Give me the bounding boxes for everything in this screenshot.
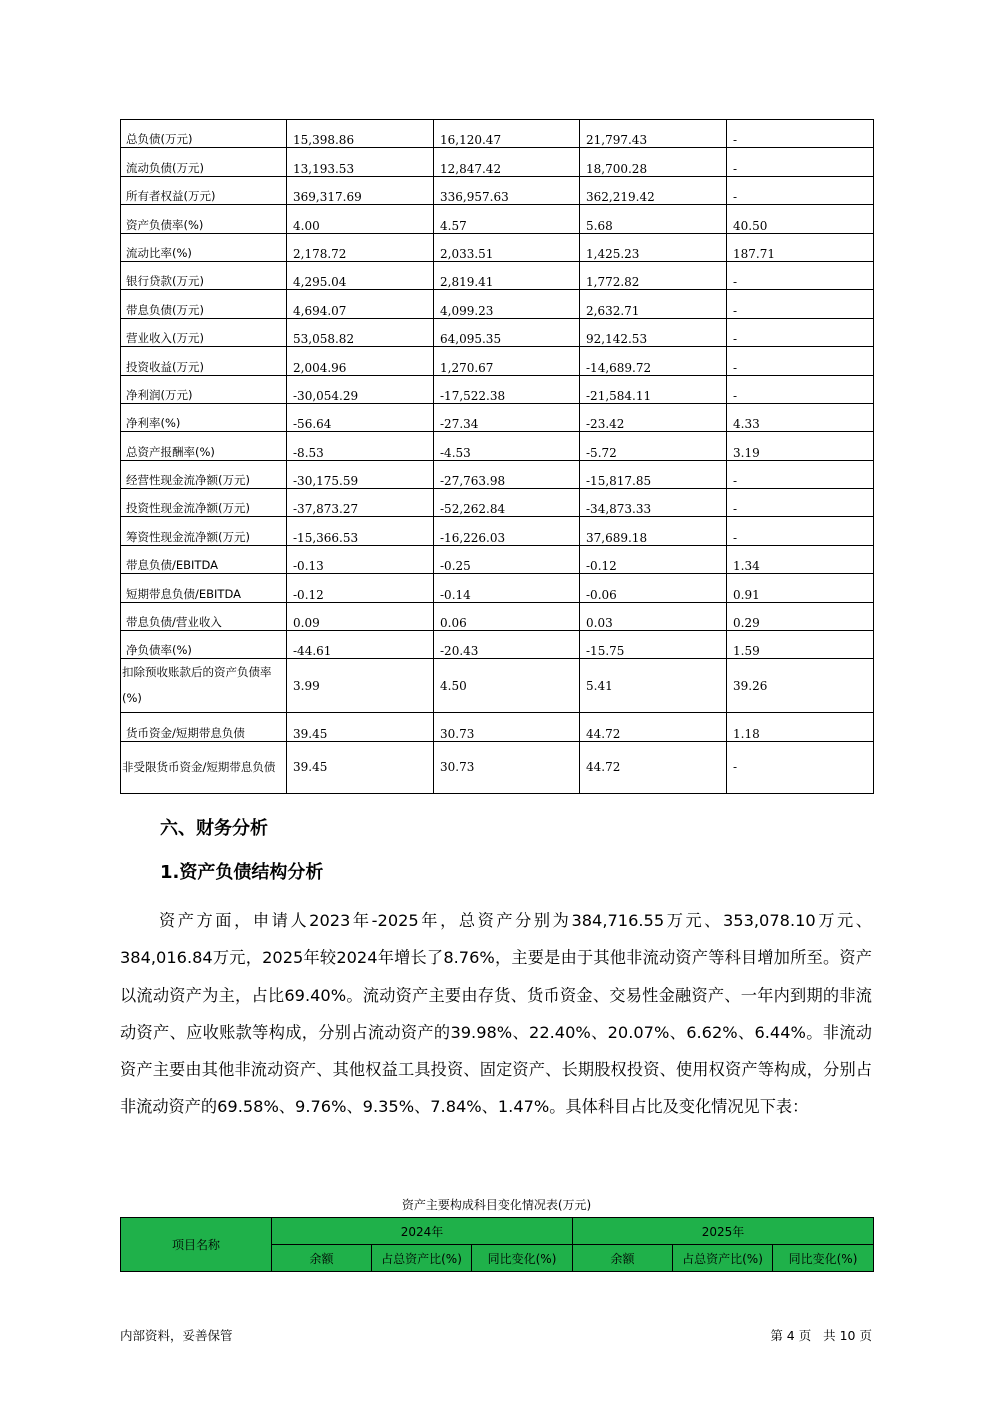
industry-value: 1.18 — [727, 713, 874, 741]
metric-label: 经营性现金流净额(万元) — [121, 460, 287, 488]
value-2025: 37,689.18 — [580, 517, 727, 545]
balance-header-2025: 余额 — [573, 1245, 673, 1272]
value-2025: 2,632.71 — [580, 290, 727, 318]
value-2024: 12,847.42 — [434, 148, 580, 176]
industry-value: - — [727, 148, 874, 176]
table-row — [121, 205, 874, 233]
year-2024-header: 2024年 — [272, 1218, 573, 1245]
table-row — [121, 290, 874, 318]
value-2023: -0.13 — [287, 545, 434, 573]
value-2025: 1,425.23 — [580, 233, 727, 261]
value-2025: 5.41 — [580, 659, 727, 713]
analysis-paragraph: 资产方面，申请人2023年-2025年，总资产分别为384,716.55万元、353,078.10万元、384,016.84万元，2025年较2024年增长了8.76%，主要是由于其他非流动资产等科目增加所至。资产以流动资产为主，占比69.40%。流动资产主要由存货、货币资金、交易性金融资产、一年内到期的非流动资产、应收账款等构成，分别占流动资产的39.98%、22.40%、20.07%、6.62%、6.44%。非流动资产主要由其他非流动资产、其他权益工具投资、固定资产、长期股权投资、使用权资产等构成，分别占非流动资产的69.58%、9.76%、9.35%、7.84%、1.47%。具体科目占比及变化情况见下表： — [120, 911, 872, 1117]
value-2024: -27.34 — [434, 403, 580, 431]
value-2025: 21,797.43 — [580, 120, 727, 148]
table-row — [121, 631, 874, 659]
table-row — [121, 347, 874, 375]
value-2025: 362,219.42 — [580, 176, 727, 204]
value-2024: -0.14 — [434, 574, 580, 602]
value-2024: 2,033.51 — [434, 233, 580, 261]
value-2024: -27,763.98 — [434, 460, 580, 488]
industry-value: - — [727, 517, 874, 545]
value-2023: 3.99 — [287, 659, 434, 713]
metric-label: 资产负债率(%) — [121, 205, 287, 233]
table-row — [121, 176, 874, 204]
value-2023: -15,366.53 — [287, 517, 434, 545]
industry-value: 1.34 — [727, 545, 874, 573]
share-header-2024: 占总资产比(%) — [372, 1245, 472, 1272]
value-2023: 4,295.04 — [287, 261, 434, 289]
value-2025: -0.06 — [580, 574, 727, 602]
value-2024: -16,226.03 — [434, 517, 580, 545]
metric-label: 扣除预收账款后的资产负债率(%) — [121, 659, 287, 713]
balance-header-2024: 余额 — [272, 1245, 372, 1272]
metric-label: 所有者权益(万元) — [121, 176, 287, 204]
table-row — [121, 318, 874, 346]
industry-value: 40.50 — [727, 205, 874, 233]
value-2025: 44.72 — [580, 713, 727, 741]
industry-value: 0.91 — [727, 574, 874, 602]
table-row — [121, 460, 874, 488]
subsection-heading: 1.资产负债结构分析 — [160, 862, 324, 883]
value-2024: 1,270.67 — [434, 347, 580, 375]
value-2024: 2,819.41 — [434, 261, 580, 289]
value-2024: 30.73 — [434, 713, 580, 741]
value-2024: 4.57 — [434, 205, 580, 233]
value-2023: 13,193.53 — [287, 148, 434, 176]
metric-label: 非受限货币资金/短期带息负债 — [121, 741, 287, 793]
value-2023: -44.61 — [287, 631, 434, 659]
value-2024: -0.25 — [434, 545, 580, 573]
metric-label: 总资产报酬率(%) — [121, 432, 287, 460]
industry-value: - — [727, 261, 874, 289]
footer-confidential: 内部资料，妥善保管 — [120, 1328, 233, 1343]
industry-value: 4.33 — [727, 403, 874, 431]
value-2025: -15,817.85 — [580, 460, 727, 488]
value-2023: -8.53 — [287, 432, 434, 460]
item-name-header: 项目名称 — [121, 1218, 272, 1272]
value-2024: -20.43 — [434, 631, 580, 659]
value-2023: 39.45 — [287, 713, 434, 741]
assets-table-caption: 资产主要构成科目变化情况表(万元) — [401, 1198, 592, 1212]
financial-metrics-table — [120, 119, 874, 794]
value-2025: -15.75 — [580, 631, 727, 659]
value-2025: 18,700.28 — [580, 148, 727, 176]
value-2023: 53,058.82 — [287, 318, 434, 346]
value-2024: -52,262.84 — [434, 489, 580, 517]
metric-label: 投资收益(万元) — [121, 347, 287, 375]
table-row — [121, 120, 874, 148]
table-row — [121, 713, 874, 741]
metric-label: 投资性现金流净额(万元) — [121, 489, 287, 517]
industry-value: 39.26 — [727, 659, 874, 713]
industry-value: - — [727, 176, 874, 204]
value-2024: -17,522.38 — [434, 375, 580, 403]
table-row — [121, 261, 874, 289]
metric-label: 筹资性现金流净额(万元) — [121, 517, 287, 545]
metric-label: 流动负债(万元) — [121, 148, 287, 176]
value-2025: -5.72 — [580, 432, 727, 460]
value-2023: 39.45 — [287, 741, 434, 793]
industry-value: - — [727, 290, 874, 318]
industry-value: 1.59 — [727, 631, 874, 659]
value-2025: -21,584.11 — [580, 375, 727, 403]
value-2023: 369,317.69 — [287, 176, 434, 204]
industry-value: 3.19 — [727, 432, 874, 460]
share-header-2025: 占总资产比(%) — [673, 1245, 773, 1272]
value-2023: 2,004.96 — [287, 347, 434, 375]
table-row — [121, 741, 874, 793]
table-row — [121, 375, 874, 403]
metric-label: 净负债率(%) — [121, 631, 287, 659]
value-2025: -0.12 — [580, 545, 727, 573]
value-2024: 0.06 — [434, 602, 580, 630]
table-row — [121, 489, 874, 517]
value-2023: -0.12 — [287, 574, 434, 602]
metric-label: 净利率(%) — [121, 403, 287, 431]
financial-metrics-body — [121, 120, 874, 794]
industry-value: - — [727, 375, 874, 403]
industry-value: - — [727, 489, 874, 517]
metric-label: 净利润(万元) — [121, 375, 287, 403]
table-row — [121, 148, 874, 176]
yoy-header-2025: 同比变化(%) — [773, 1245, 874, 1272]
value-2024: 336,957.63 — [434, 176, 580, 204]
metric-label: 营业收入(万元) — [121, 318, 287, 346]
value-2023: 4.00 — [287, 205, 434, 233]
value-2024: 16,120.47 — [434, 120, 580, 148]
table-row — [121, 574, 874, 602]
value-2023: 0.09 — [287, 602, 434, 630]
value-2025: 44.72 — [580, 741, 727, 793]
metric-label: 带息负债(万元) — [121, 290, 287, 318]
table-row — [121, 403, 874, 431]
table-row — [121, 233, 874, 261]
metric-label: 货币资金/短期带息负债 — [121, 713, 287, 741]
metric-label: 带息负债/EBITDA — [121, 545, 287, 573]
table-row — [121, 432, 874, 460]
industry-value: 0.29 — [727, 602, 874, 630]
value-2024: 30.73 — [434, 741, 580, 793]
assets-composition-table — [120, 1217, 874, 1272]
value-2024: 64,095.35 — [434, 318, 580, 346]
table-row — [121, 545, 874, 573]
year-2025-header: 2025年 — [573, 1218, 874, 1245]
yoy-header-2024: 同比变化(%) — [472, 1245, 573, 1272]
value-2024: 4.50 — [434, 659, 580, 713]
value-2023: 4,694.07 — [287, 290, 434, 318]
table-row — [121, 659, 874, 713]
metric-label: 银行贷款(万元) — [121, 261, 287, 289]
metric-label: 带息负债/营业收入 — [121, 602, 287, 630]
value-2023: -30,175.59 — [287, 460, 434, 488]
metric-label: 短期带息负债/EBITDA — [121, 574, 287, 602]
value-2025: 0.03 — [580, 602, 727, 630]
table-row — [121, 602, 874, 630]
value-2025: 5.68 — [580, 205, 727, 233]
industry-value: - — [727, 120, 874, 148]
value-2025: -34,873.33 — [580, 489, 727, 517]
value-2025: -14,689.72 — [580, 347, 727, 375]
metric-label: 流动比率(%) — [121, 233, 287, 261]
value-2025: 1,772.82 — [580, 261, 727, 289]
value-2023: -56.64 — [287, 403, 434, 431]
section-heading: 六、财务分析 — [160, 818, 268, 839]
value-2023: 15,398.86 — [287, 120, 434, 148]
value-2024: -4.53 — [434, 432, 580, 460]
value-2025: -23.42 — [580, 403, 727, 431]
industry-value: - — [727, 318, 874, 346]
metric-label: 总负债(万元) — [121, 120, 287, 148]
footer-page-number: 第 4 页 共 10 页 — [770, 1328, 872, 1343]
value-2024: 4,099.23 — [434, 290, 580, 318]
value-2023: -30,054.29 — [287, 375, 434, 403]
table-row — [121, 517, 874, 545]
value-2025: 92,142.53 — [580, 318, 727, 346]
industry-value: - — [727, 741, 874, 793]
value-2023: 2,178.72 — [287, 233, 434, 261]
value-2023: -37,873.27 — [287, 489, 434, 517]
industry-value: 187.71 — [727, 233, 874, 261]
industry-value: - — [727, 460, 874, 488]
industry-value: - — [727, 347, 874, 375]
